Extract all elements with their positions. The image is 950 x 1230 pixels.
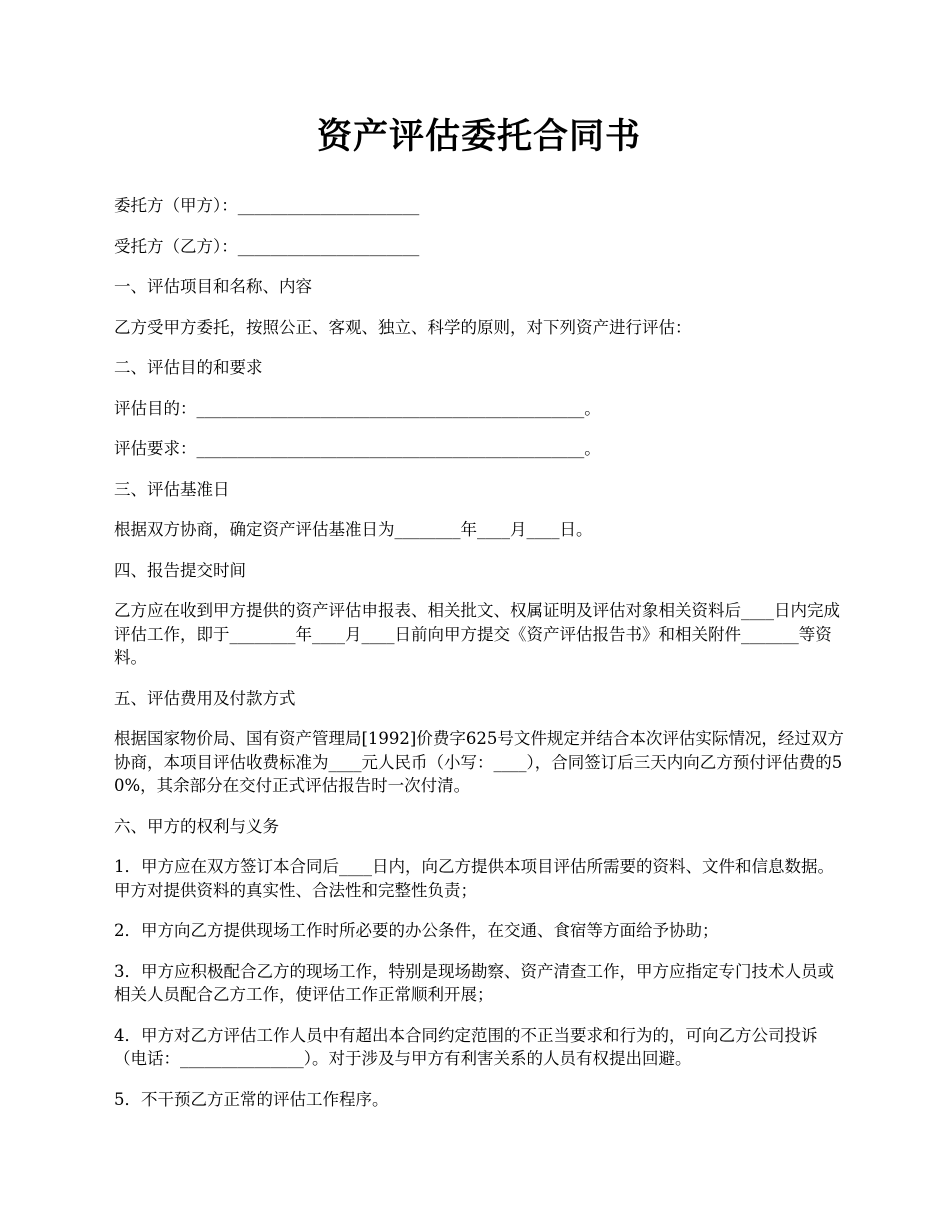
document-title: 资产评估委托合同书: [316, 116, 641, 157]
obligation-item-5: 5．不干预乙方正常的评估工作程序。: [114, 1089, 389, 1109]
client-party-line: 委托方（甲方）：______________________: [114, 196, 420, 215]
evaluation-purpose-line: 评估目的：_______________________________________________。: [114, 398, 601, 418]
section-1-text: 乙方受甲方委托，按照公正、客观、独立、科学的原则，对下列资产进行评估：: [114, 317, 692, 337]
section-heading-3: 三、评估基准日: [114, 479, 230, 499]
section-heading-4: 四、报告提交时间: [114, 560, 246, 580]
section-heading-1: 一、评估项目和名称、内容: [114, 277, 312, 296]
section-heading-5: 五、评估费用及付款方式: [114, 688, 296, 708]
section-5-text: 根据国家物价局、国有资产管理局[1992]价费字625号文件规定并结合本次评估实际情况，经过双方协商，本项目评估收费标准为____元人民币（小写：____），合同签订后三天内向乙方预付评估费的50%，其余部分在交付正式评估报告时一次付清。: [114, 729, 844, 795]
section-4-text: 乙方应在收到甲方提供的资产评估申报表、相关批文、权属证明及评估对象相关资料后____日内完成评估工作，即于________年____月____日前向甲方提交《资产评估报告书》和相关附件_______等资料。: [114, 601, 840, 667]
obligation-item-2: 2．甲方向乙方提供现场工作时所必要的办公条件，在交通、食宿等方面给予协助；: [114, 921, 719, 940]
obligation-item-3: 3．甲方应积极配合乙方的现场工作，特别是现场勘察、资产清查工作，甲方应指定专门技术人员或相关人员配合乙方工作，使评估工作正常顺利开展；: [114, 961, 834, 1004]
section-heading-6: 六、甲方的权利与义务: [114, 816, 279, 836]
section-heading-2: 二、评估目的和要求: [114, 358, 263, 377]
evaluation-requirement-line: 评估要求：_______________________________________________。: [114, 439, 601, 458]
document-page: [114, 110, 844, 1128]
section-3-text: 根据双方协商，确定资产评估基准日为________年____月____日。: [114, 520, 593, 539]
obligation-item-4: 4．甲方对乙方评估工作人员中有超出本合同约定范围的不正当要求和行为的，可向乙方公司投诉（电话：_______________）。对于涉及与甲方有利害关系的人员有权提出回避。: [114, 1025, 818, 1068]
obligation-item-1: 1．甲方应在双方签订本合同后____日内，向乙方提供本项目评估所需要的资料、文件和信息数据。甲方对提供资料的真实性、合法性和完整性负责；: [114, 857, 834, 900]
trustee-party-line: 受托方（乙方）：______________________: [114, 236, 420, 256]
